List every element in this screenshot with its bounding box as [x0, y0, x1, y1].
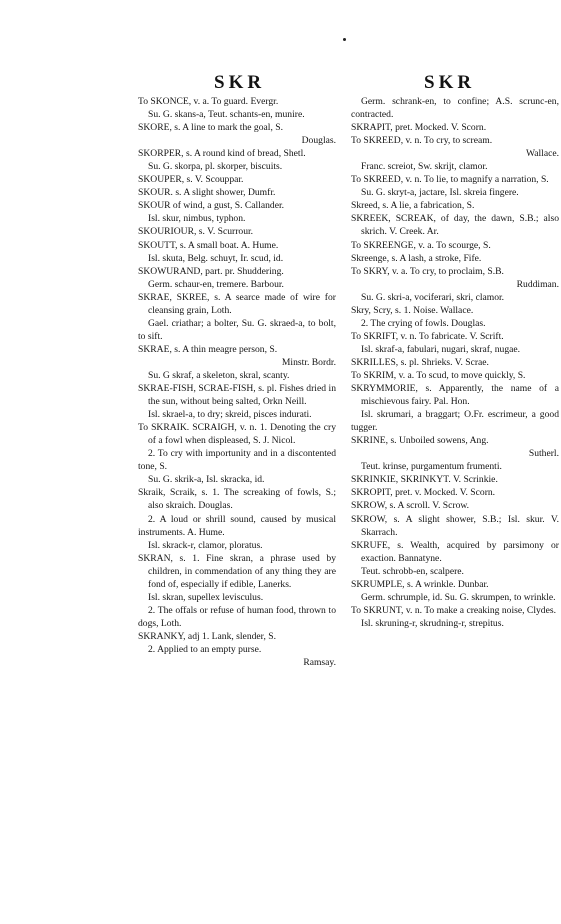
dictionary-entry: To SKRAIK. SCRAIGH, v. n. 1. Denoting the cry of a fowl when displeased, S. J. Nicol.	[138, 422, 336, 447]
dictionary-entry: 2. The crying of fowls. Douglas.	[361, 317, 486, 329]
dictionary-entry: SKOUPER, s. V. Scouppar.	[138, 174, 244, 186]
dictionary-entry: Sutherl.	[528, 448, 559, 460]
dictionary-entry: To SKONCE, v. a. To guard. Evergr.	[138, 96, 279, 107]
dictionary-entry: Su. G. skryt-a, jactare, Isl. skreia fingere.	[361, 187, 519, 199]
dictionary-entry: 2. A loud or shrill sound, caused by musical instruments. A. Hume.	[138, 513, 336, 538]
dictionary-entry: Isl. skrack-r, clamor, ploratus.	[148, 539, 263, 551]
dictionary-entry: Skreed, s. A lie, a fabrication, S.	[351, 200, 475, 212]
dictionary-entry: To SKRIM, v. a. To scud, to move quickly, S.	[351, 369, 526, 381]
dictionary-entry: SKOUR of wind, a gust, S. Callander.	[138, 200, 285, 212]
dictionary-entry: SKOURIOUR, s. V. Scurrour.	[138, 226, 254, 238]
dictionary-entry: Gael. criathar; a bolter, Su. G. skraed-a, to bolt, to sift.	[138, 317, 336, 342]
dictionary-entry: Skreenge, s. A lash, a stroke, Fife.	[351, 252, 482, 264]
dictionary-entry: Minstr. Bordr.	[281, 356, 336, 368]
dictionary-entry: SKOWURAND, part. pr. Shuddering.	[138, 265, 284, 277]
dictionary-entry: SKREEK, SCREAK, of day, the dawn, S.B.; also skrich. V. Creek. Ar.	[351, 213, 559, 238]
left-running-head: SKR	[214, 72, 266, 93]
dictionary-entry: To SKRIFT, v. n. To fabricate. V. Scrift.	[351, 330, 504, 342]
dictionary-entry: SKRILLES, s. pl. Shrieks. V. Scrae.	[351, 356, 489, 368]
dictionary-entry: Germ. schaur-en, tremere. Barbour.	[148, 278, 284, 290]
dictionary-entry: 2. To cry with importunity and in a discontented tone, S.	[138, 448, 336, 473]
dictionary-entry: SKRINKIE, SKRINKYT. V. Scrinkie.	[351, 474, 498, 486]
dictionary-entry: SKORE, s. A line to mark the goal, S.	[138, 122, 283, 134]
dictionary-entry: Su. G. skorpa, pl. skorper, biscuits.	[148, 161, 283, 173]
dictionary-entry: Teut. schrobb-en, scalpere.	[361, 565, 464, 577]
dictionary-entry: SKRUFE, s. Wealth, acquired by parsimony or exaction. Bannatyne.	[351, 539, 559, 564]
dictionary-entry: To SKREED, v. n. To lie, to magnify a narration, S.	[351, 174, 549, 186]
dictionary-entry: SKRAE, SKREE, s. A searce made of wire for cleansing grain, Loth.	[138, 291, 336, 316]
dictionary-entry: SKROPIT, pret. v. Mocked. V. Scorn.	[351, 487, 496, 499]
dictionary-entry: Isl. skrumari, a braggart; O.Fr. escrimeur, a good tugger.	[351, 409, 559, 434]
dictionary-entry: Isl. skrael-a, to dry; skreid, pisces indurati.	[148, 409, 312, 421]
dictionary-entry: Isl. skruning-r, skrudning-r, strepitus.	[361, 617, 504, 629]
dictionary-entry: To SKRUNT, v. n. To make a creaking noise, Clydes.	[351, 604, 556, 616]
dictionary-entry: Skraik, Scraik, s. 1. The screaking of fowls, S.; also skraich. Douglas.	[138, 487, 336, 512]
dictionary-entry: Su. G skraf, a skeleton, skral, scanty.	[148, 369, 290, 381]
dictionary-entry: Isl. skuta, Belg. schuyt, Ir. scud, id.	[148, 252, 284, 264]
dictionary-entry: Germ. schrank-en, to confine; A.S. scrunc-en, contracted.	[351, 96, 559, 121]
dictionary-entry: Isl. skur, nimbus, typhon.	[148, 213, 246, 225]
dictionary-entry: Wallace.	[525, 148, 559, 160]
dictionary-entry: Ruddiman.	[516, 278, 559, 290]
dictionary-entry: SKRUMPLE, s. A wrinkle. Dunbar.	[351, 578, 489, 590]
dictionary-entry: Teut. krinse, purgamentum frumenti.	[361, 461, 502, 473]
dictionary-entry: Germ. schrumple, id. Su. G. skrumpen, to wrinkle.	[361, 591, 556, 603]
dictionary-entry: Isl. skraf-a, fabulari, nugari, skraf, nugae.	[361, 343, 521, 355]
right-column	[351, 95, 559, 630]
dictionary-entry: Isl. skran, supellex levisculus.	[148, 591, 264, 603]
dictionary-entry: SKRANKY, adj 1. Lank, slender, S.	[138, 630, 277, 642]
dictionary-entry: SKROW, s. A slight shower, S.B.; Isl. skur. V. Skarrach.	[351, 513, 559, 538]
dictionary-entry: SKROW, s. A scroll. V. Scrow.	[351, 500, 470, 512]
dictionary-entry: Su. G. skri-a, vociferari, skri, clamor.	[361, 291, 505, 303]
dictionary-entry: Su. G. skans-a, Teut. schants-en, munire.	[148, 109, 305, 121]
dictionary-entry: To SKREED, v. n. To cry, to scream.	[351, 135, 493, 147]
dictionary-entry: SKORPER, s. A round kind of bread, Shetl.	[138, 148, 306, 160]
left-column	[138, 95, 336, 669]
dictionary-entry: 2. The offals or refuse of human food, thrown to dogs, Loth.	[138, 604, 336, 629]
dictionary-entry: Skry, Scry, s. 1. Noise. Wallace.	[351, 304, 474, 316]
dictionary-entry: SKRAPIT, pret. Mocked. V. Scorn.	[351, 122, 487, 134]
right-running-head: SKR	[424, 72, 476, 93]
dictionary-entry: SKRINE, s. Unboiled sowens, Ang.	[351, 435, 489, 447]
dictionary-entry: SKRAE, s. A thin meagre person, S.	[138, 343, 278, 355]
dictionary-entry: Franc. screiot, Sw. skrijt, clamor.	[361, 161, 488, 173]
dictionary-entry: Douglas.	[301, 135, 336, 147]
dictionary-entry: To SKREENGE, v. a. To scourge, S.	[351, 239, 491, 251]
printer-mark	[343, 38, 346, 41]
dictionary-entry: 2. Applied to an empty purse.	[148, 643, 262, 655]
dictionary-entry: SKRAN, s. 1. Fine skran, a phrase used by children, in commendation of any thing they are fond of, especially if edible, Lanerks.	[138, 552, 336, 590]
dictionary-entry: SKOUR. s. A slight shower, Dumfr.	[138, 187, 276, 199]
dictionary-entry: SKRAE-FISH, SCRAE-FISH, s. pl. Fishes dried in the sun, without being salted, Orkn Neill.	[138, 383, 336, 408]
dictionary-entry: Ramsay.	[303, 657, 336, 669]
dictionary-entry: SKRYMMORIE, s. Apparently, the name of a mischievous fairy. Pal. Hon.	[351, 383, 559, 408]
dictionary-entry: Su. G. skrik-a, Isl. skracka, id.	[148, 474, 265, 486]
dictionary-entry: To SKRY, v. a. To cry, to proclaim, S.B.	[351, 265, 504, 277]
dictionary-entry: SKOUTT, s. A small boat. A. Hume.	[138, 239, 279, 251]
